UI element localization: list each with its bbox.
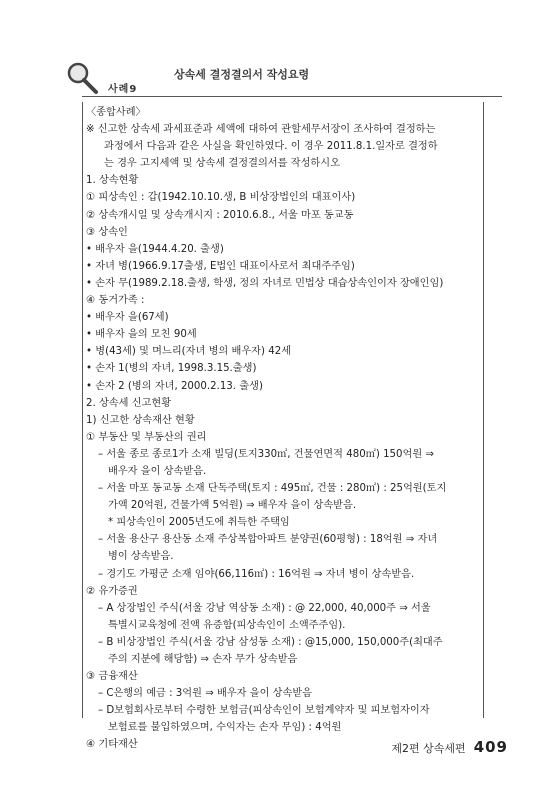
text-line: 1) 신고한 상속재산 현황	[86, 414, 195, 426]
text-line: 배우자 을이 상속받음.	[108, 465, 207, 477]
text-line: 특별시교육청에 전액 유증함(피상속인이 소액주주임).	[108, 619, 346, 631]
document-body	[86, 104, 478, 754]
text-line: 가액 20억원, 건물가액 5억원) ⇒ 배우자 을이 상속받음.	[108, 500, 357, 512]
text-line: – 서울 용산구 용산동 소재 주상복합아파트 분양권(60평형) : 18억원 ⇒ 자녀	[98, 534, 438, 546]
text-line: • 배우자 을의 모친 90세	[86, 329, 197, 341]
page-title: 상속세 결정결의서 작성요령	[174, 68, 310, 81]
text-line: 는 경우 고지세액 및 상속세 결정결의서를 작성하시오	[104, 158, 340, 170]
text-line: 병이 상속받음.	[108, 551, 174, 563]
text-line: – 서울 종로 종로1가 소재 빌딩(토지330㎡, 건물연면적 480㎡) 150억원 ⇒	[98, 448, 434, 460]
text-line: 1. 상속현황	[86, 175, 139, 187]
page-number: 409	[473, 738, 508, 756]
text-line: ② 유가증권	[86, 585, 138, 597]
text-line: • 병(43세) 및 며느리(자녀 병의 배우자) 42세	[86, 346, 292, 358]
text-line: – C은행의 예금 : 3억원 ⇒ 배우자 을이 상속받음	[98, 688, 313, 700]
text-line: ① 부동산 및 부동산의 권리	[86, 431, 207, 443]
text-line: ③ 금융재산	[86, 671, 138, 683]
text-line: 과정에서 다음과 같은 사실을 확인하였다. 이 경우 2011.8.1.일자로 결정하	[104, 141, 438, 153]
text-line: 주의 지분에 해당함) ⇒ 손자 무가 상속받음	[108, 654, 298, 665]
page-footer	[391, 738, 508, 756]
text-line: – A 상장법인 주식(서울 강남 역삼동 소재) : @ 22,000, 40,000주 ⇒ 서울	[98, 602, 431, 614]
text-line: • 손자 무(1989.2.18.출생, 학생, 정의 자녀로 민법상 대습상속인이자 장애인임)	[86, 277, 444, 289]
text-line: – D보험회사로부터 수령한 보험금(피상속인이 보험계약자 및 피보험자이자	[98, 705, 430, 717]
case-underline	[82, 84, 502, 97]
text-line: • 자녀 병(1966.9.17출생, E법인 대표이사로서 최대주주임)	[86, 260, 355, 272]
text-line: * 피상속인이 2005년도에 취득한 주택임	[108, 517, 290, 529]
text-line: – 서울 마포 동교동 소재 단독주택(토지 : 495㎡, 건물 : 280㎡) : 25억원(토지	[98, 483, 447, 495]
text-line: – B 비상장법인 주식(서울 강남 삼성동 소재) : @15,000, 150,000주(최대주	[98, 636, 443, 648]
text-line: ④ 기타재산	[86, 739, 138, 751]
text-line: ③ 상속인	[86, 226, 128, 238]
text-line: – 경기도 가평군 소재 임야(66,116㎡) : 16억원 ⇒ 자녀 병이 상속받음.	[98, 568, 415, 580]
text-line: 보험료를 불입하였으며, 수익자는 손자 무임) : 4억원	[108, 722, 342, 734]
text-line: • 손자 2 (병의 자녀, 2000.2.13. 출생)	[86, 380, 263, 392]
text-line: 2. 상속세 신고현황	[86, 397, 172, 409]
text-line: ※ 신고한 상속세 과세표준과 세액에 대하여 관할세무서장이 조사하여 결정하는	[86, 124, 436, 136]
text-line: • 손자 1(병의 자녀, 1998.3.15.출생)	[86, 363, 257, 375]
text-line: ② 상속개시일 및 상속개시지 : 2010.6.8., 서울 마포 동교동	[86, 209, 354, 221]
text-line: • 배우자 을(67세)	[86, 312, 169, 324]
section-label: 제2편 상속세편	[391, 742, 466, 755]
case-label: 사례9	[108, 84, 138, 95]
text-line: ④ 동거가족 :	[86, 295, 145, 307]
case-header	[62, 58, 502, 98]
text-line: ① 피상속인 : 갑(1942.10.10.생, B 비상장법인의 대표이사)	[86, 192, 356, 204]
text-line: 〈종합사례〉	[86, 107, 146, 118]
text-line: • 배우자 을(1944.4.20. 출생)	[86, 243, 224, 255]
